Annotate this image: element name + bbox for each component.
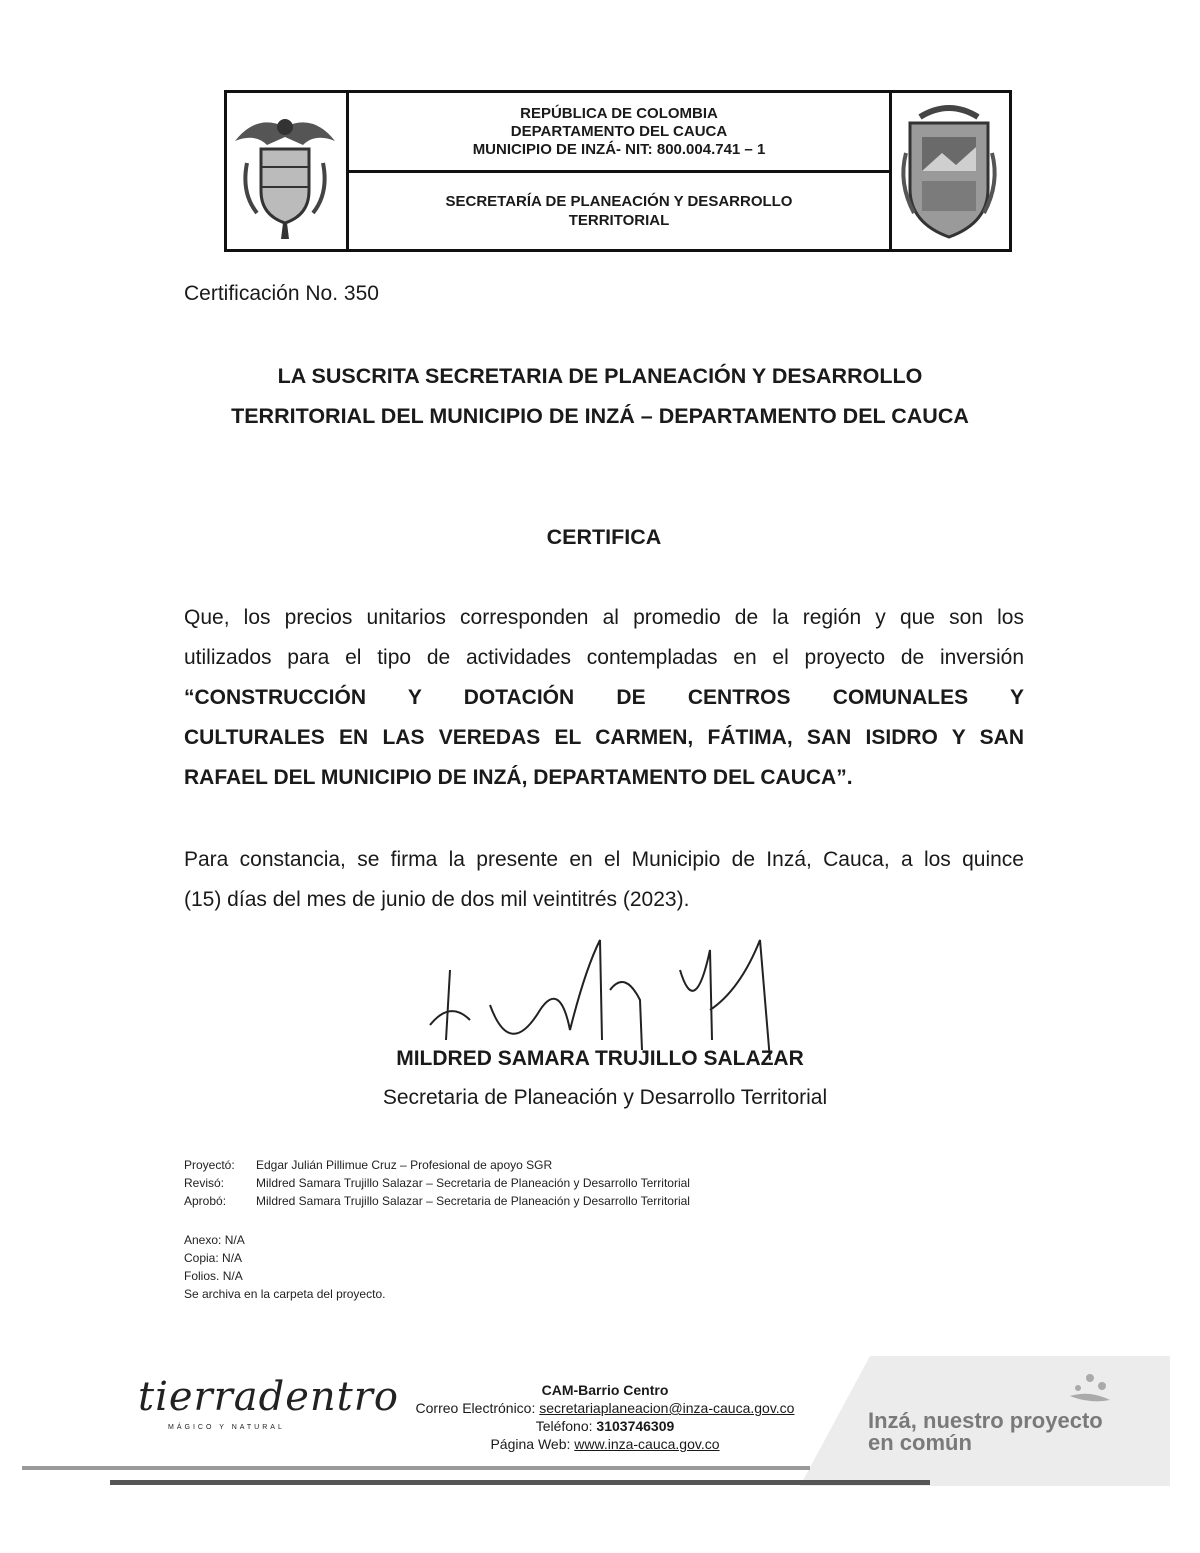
certification-number: Certificación No. 350: [184, 282, 379, 305]
project-name-line: “CONSTRUCCIÓN Y DOTACIÓN DE CENTROS COMUNALES Y: [184, 686, 1024, 709]
signatory-name: MILDRED SAMARA TRUJILLO SALAZAR: [396, 1047, 804, 1070]
footer-slogan: [868, 1410, 1103, 1454]
footer-web-link[interactable]: www.inza-cauca.gov.co: [574, 1436, 720, 1452]
anexo-label: Anexo:: [184, 1233, 222, 1247]
annex-block: [184, 1231, 385, 1303]
folios-label: Folios.: [184, 1269, 220, 1283]
footer-contact: [380, 1381, 830, 1453]
inza-shield-icon: [892, 93, 1006, 249]
header-right-cell: [889, 93, 1009, 249]
slogan-line2: en común: [868, 1430, 972, 1455]
slogan-line1: Inzá, nuestro proyecto: [868, 1408, 1103, 1433]
footer-web-label: Página Web:: [490, 1436, 571, 1452]
body-line: utilizados para el tipo de actividades contempladas en el proyecto de inversión: [184, 646, 1024, 669]
review-block: [184, 1156, 690, 1210]
header-department: DEPARTAMENTO DEL CAUCA: [510, 122, 728, 140]
header-office-block: [349, 173, 889, 249]
footer-address: CAM-Barrio Centro: [541, 1382, 669, 1398]
header-government-block: [349, 93, 889, 173]
copia-label: Copia:: [184, 1251, 219, 1265]
folios-value: N/A: [222, 1269, 243, 1283]
header-office-line2: TERRITORIAL: [568, 212, 670, 229]
body-line: Que, los precios unitarios corresponden al promedio de la región y que son los: [184, 606, 1024, 629]
project-name-line: CULTURALES EN LAS VEREDAS EL CARMEN, FÁTIMA, SAN ISIDRO Y SAN: [184, 726, 1024, 749]
project-name-line: RAFAEL DEL MUNICIPIO DE INZÁ, DEPARTAMENTO DEL CAUCA”.: [184, 766, 853, 789]
footer-email-label: Correo Electrónico:: [415, 1400, 536, 1416]
header-left-cell: [227, 93, 349, 249]
closing-line: Para constancia, se firma la presente en el Municipio de Inzá, Cauca, a los quince: [184, 848, 1024, 871]
header-office-line1: SECRETARÍA DE PLANEACIÓN Y DESARROLLO: [445, 193, 793, 210]
header-municipality-nit: MUNICIPIO DE INZÁ- NIT: 800.004.741 – 1: [472, 140, 766, 158]
archive-note: Se archiva en la carpeta del proyecto.: [184, 1287, 386, 1301]
signatory-role: Secretaria de Planeación y Desarrollo Territorial: [382, 1086, 828, 1109]
closing-line: (15) días del mes de junio de dos mil veintitrés (2023).: [184, 888, 690, 911]
header-country: REPÚBLICA DE COLOMBIA: [520, 104, 718, 122]
aprobo-label: Aprobó:: [184, 1194, 227, 1208]
reviso-value: Mildred Samara Trujillo Salazar – Secretaria de Planeación y Desarrollo Territorial: [256, 1176, 690, 1190]
anexo-value: N/A: [224, 1233, 245, 1247]
proyecto-label: Proyectó:: [184, 1158, 235, 1172]
footer-phone: 3103746309: [596, 1418, 675, 1434]
footer-divider-top: [22, 1466, 810, 1470]
document-title-line2: TERRITORIAL DEL MUNICIPIO DE INZÁ – DEPARTAMENTO DEL CAUCA: [231, 404, 969, 428]
tierradentro-logo: tierradentro: [138, 1374, 399, 1420]
tierradentro-logo-subtitle: MÁGICO Y NATURAL: [168, 1424, 285, 1431]
header-table: [224, 90, 1012, 252]
footer-divider-bottom: [110, 1480, 930, 1485]
footer-email-link[interactable]: secretariaplaneacion@inza-cauca.gov.co: [539, 1400, 795, 1416]
reviso-label: Revisó:: [184, 1176, 225, 1190]
proyecto-value: Edgar Julián Pillimue Cruz – Profesional de apoyo SGR: [256, 1158, 553, 1172]
colombia-coat-of-arms-icon: [227, 93, 343, 249]
copia-value: N/A: [222, 1251, 243, 1265]
aprobo-value: Mildred Samara Trujillo Salazar – Secretaria de Planeación y Desarrollo Territorial: [256, 1194, 690, 1208]
certification-body: [184, 598, 1024, 798]
footer-phone-label: Teléfono:: [535, 1418, 593, 1434]
closing-paragraph: [184, 840, 1024, 920]
certifica-heading: CERTIFICA: [546, 525, 662, 549]
document-title-line1: LA SUSCRITA SECRETARIA DE PLANEACIÓN Y DESARROLLO: [277, 364, 923, 388]
